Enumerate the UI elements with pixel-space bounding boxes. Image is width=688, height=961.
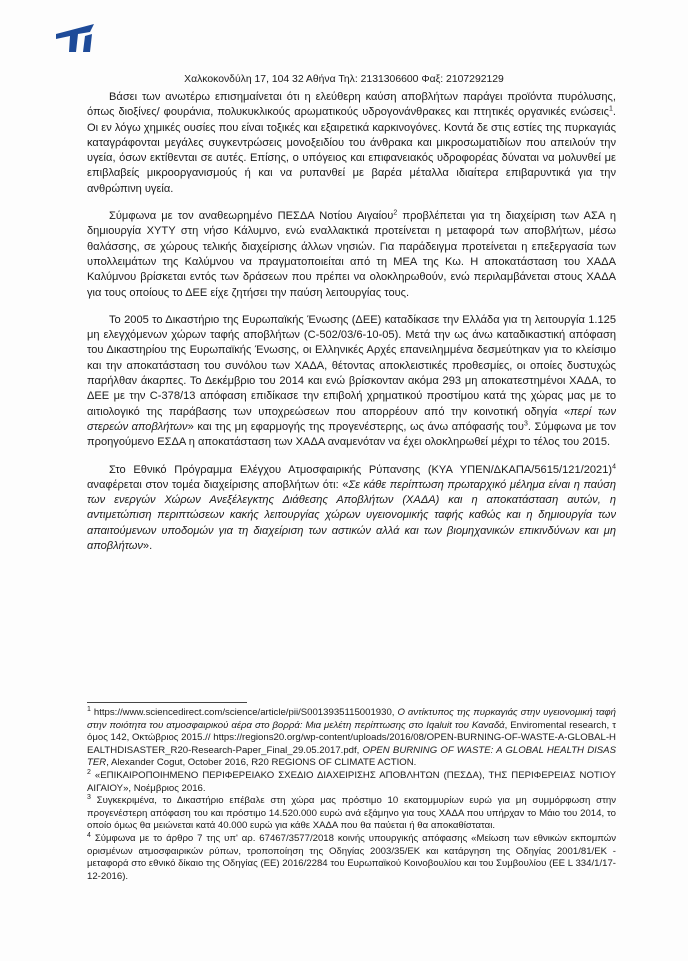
footnote-ref-2: 2	[393, 209, 398, 217]
letterhead-address: Χαλκοκονδύλη 17, 104 32 Αθήνα Τηλ: 2131306600 Φαξ: 2107292129	[184, 74, 504, 85]
organization-logo	[54, 22, 104, 54]
paragraph-3: Το 2005 το Δικαστήριο της Ευρωπαϊκής Ένωσης (ΔΕΕ) καταδίκασε την Ελλάδα για τη λειτουργία 1.125 μη ελεγχόμενων χώρων ταφής αποβλήτων (C-502/03/6-10-05). Μετά την ως άνω καταδικαστική απόφαση του Δικαστηρίου της Ευρωπαϊκής Ένωσης, οι Ελληνικές Αρχές επανειλημμένα δεσμεύτηκαν για το κλείσιμο και την αποκατάσταση του συνόλου των ΧΑΔΑ, θέτοντας αποκλειστικές προθεσμίες, οι οποίες δυστυχώς παρήλθαν άκαρπες. Το Δεκέμβριο του 2014 και ενώ βρίσκονταν ακόμα 293 μη αποκατεστημένοι ΧΑΔΑ, το ΔΕΕ με την C-378/13 απόφαση επιδίκασε την επιβολή χρηματικού προστίμου κατά της χώρας μας με το αιτιολογικό της παράβασης των υποχρεώσεων που απορρέουν από την κοινοτική οδηγία «περί των στερεών αποβλήτων» και της μη εφαρμογής της προγενέστερης, ως άνω απόφασής του$^3$. Σύμφωνα με τον προηγούμενο ΕΣΔΑ η αποκατάσταση των ΧΑΔΑ αναμενόταν να έχει ολοκληρωθεί μέχρι το τέλος του 2015.	[87, 313, 616, 449]
footnote-3: $^3$ Συγκεκριμένα, το Δικαστήριο επέβαλε στη χώρα μας πρόστιμο 10 εκατομμυρίων ευρώ για μη συμμόρφωση στην προγενέστερη απόφαση του και πρόστιμο 14.520.000 ευρώ ανά εξάμηνο για τους ΧΑΔΑ που υπήρχαν το Μάιο του 2014, το οποίο όμως θα μειώνεται κατά 40.000 ευρώ για κάθε ΧΑΔΑ που θα παύεται ή θα αποκαθίσταται.	[87, 793, 616, 832]
footnote-4: $^4$ Σύμφωνα με το άρθρο 7 της υπ' αρ. 67467/3577/2018 κοινής υπουργικής απόφασης «Μείωση των εθνικών εκπομπών ορισμένων ατμοσφαιρικών ρύπων, τροποποίηση της Οδηγίας 2003/35/ΕΚ και κατάργηση της Οδηγίας 2001/81/ΕΚ - μεταφορά στο εθνικό δίκαιο της Οδηγίας (ΕΕ) 2016/2284 του Ευρωπαϊκού Κοινοβουλίου και του Συμβουλίου (ΕΕ L 334/1/17-12-2016).	[87, 831, 616, 882]
paragraph-2: Σύμφωνα με τον αναθεωρημένο ΠΕΣΔΑ Νοτίου Αιγαίου$^2$ προβλέπεται για τη διαχείριση των ΑΣΑ η δημιουργία ΧΥΤΥ στη νήσο Κάλυμνο, ενώ εναλλακτικά προτείνεται η μεταφορά των αποβλήτων, μέσω θαλάσσης, σε χώρους τελικής διαχείρισης άλλων νησιών. Για παράδειγμα προτείνεται η επεξεργασία των υπολλειμάτων της Καλύμνου να πραγματοποιείται από τη ΜΕΑ της Κω. Η αποκατάσταση του ΧΑΔΑ Καλύμνου βρίσκεται εντός των δράσεων που πρέπει να ολοκληρωθούν, ενώ περιλαμβάνεται στους ΧΑΔΑ για τους οποίους το ΔΕΕ είχε ζητήσει την παύση λειτουργίας τους.	[87, 209, 616, 299]
paragraph-1: Βάσει των ανωτέρω επισημαίνεται ότι η ελεύθερη καύση αποβλήτων παράγει προϊόντα πυρόλυσης, όπως διοξίνες/ φουράνια, πολυκυκλικούς αρωματικούς υδρογονάνθρακες και πτητικές οργανικές ενώσεις$^1$. Οι εν λόγω χημικές ουσίες που είναι τοξικές και εξαιρετικά καρκινογόνες. Κοντά δε στις εστίες της πυρκαγιάς καταγράφονται μεγάλες συγκεντρώσεις μονοξειδίου του άνθρακα και μικροσωματιδίων που απειλούν την υγεία, όσων εκτίθενται σε αυτές. Επίσης, ο υπόγειος και επιφανειακός υδροφορέας δύναται να μολυνθεί με επιβλαβείς μικροοργανισμούς ή και να ρυπανθεί με βαρέα μέταλλα ιδιαίτερα επιβαρυντικά για την ανθρώπινη υγεία.	[87, 91, 616, 195]
footnote-ref-4: 4	[612, 462, 616, 470]
footnote-separator	[87, 702, 247, 703]
footnotes	[87, 707, 616, 883]
footnote-ref-3: 3	[523, 420, 528, 428]
paragraph-4: Στο Εθνικό Πρόγραμμα Ελέγχου Ατμοσφαιρικής Ρύπανσης (ΚΥΑ ΥΠΕΝ/ΔΚΑΠΑ/5615/121/2021)$^4$ αναφέρεται στον τομέα διαχείρισης αποβλήτων ότι: «Σε κάθε περίπτωση πρωταρχικό μέλημα είναι η παύση των ενεργών Χώρων Ανεξέλεγκτης Διάθεσης Αποβλήτων (ΧΑΔΑ) και η αποκατάσταση αυτών, η αντιμετώπιση περιπτώσεων κακής λειτουργίας χώρων υγειονομικής ταφής καθώς και η δημιουργία των απαιτούμενων υποδομών για τη διαχείριση των αστικών αλλά και των βιομηχανικών επικινδύνων και μη αποβλήτων».	[87, 462, 617, 553]
footnote-2: $^2$ «ΕΠΙΚΑΙΡΟΠΟΙΗΜΕΝΟ ΠΕΡΙΦΕΡΕΙΑΚΟ ΣΧΕΔΙΟ ΔΙΑΧΕΙΡΙΣΗΣ ΑΠΟΒΛΗΤΩΝ (ΠΕΣΔΑ), ΤΗΣ ΠΕΡΙΦΕΡΕΙΑΣ ΝΟΤΙΟΥ ΑΙΓΑΙΟΥ», Νοέμβριος 2016.	[87, 768, 616, 794]
footnote-ref-1: 1	[609, 105, 613, 113]
footnote-1: $^1$ https://www.sciencedirect.com/science/article/pii/S0013935115001930, Ο αντίκτυπος της πυρκαγιάς στην υγειονομική ταφή στην ποιότητα του ατμοσφαιρικού αέρα στο βορρά: Μια μελέτη περίπτωσης στο Iqaluit του Καναδά, Enviromental research, τόμος 142, Οκτώβριος 2015.// https://regions20.org/wp-content/uploads/2016/08/OPEN-BURNING-OF-WASTE-A-GLOBAL-HEALTHDISASTER_R20-Research-Paper_Final_29.05.2017.pdf, OPEN BURNING OF WASTE: A GLOBAL HEALTH DISASTER, Alexander Cogut, October 2016, R20 REGIONS OF CLIMATE ACTION.	[87, 705, 616, 769]
document-body	[87, 90, 616, 554]
